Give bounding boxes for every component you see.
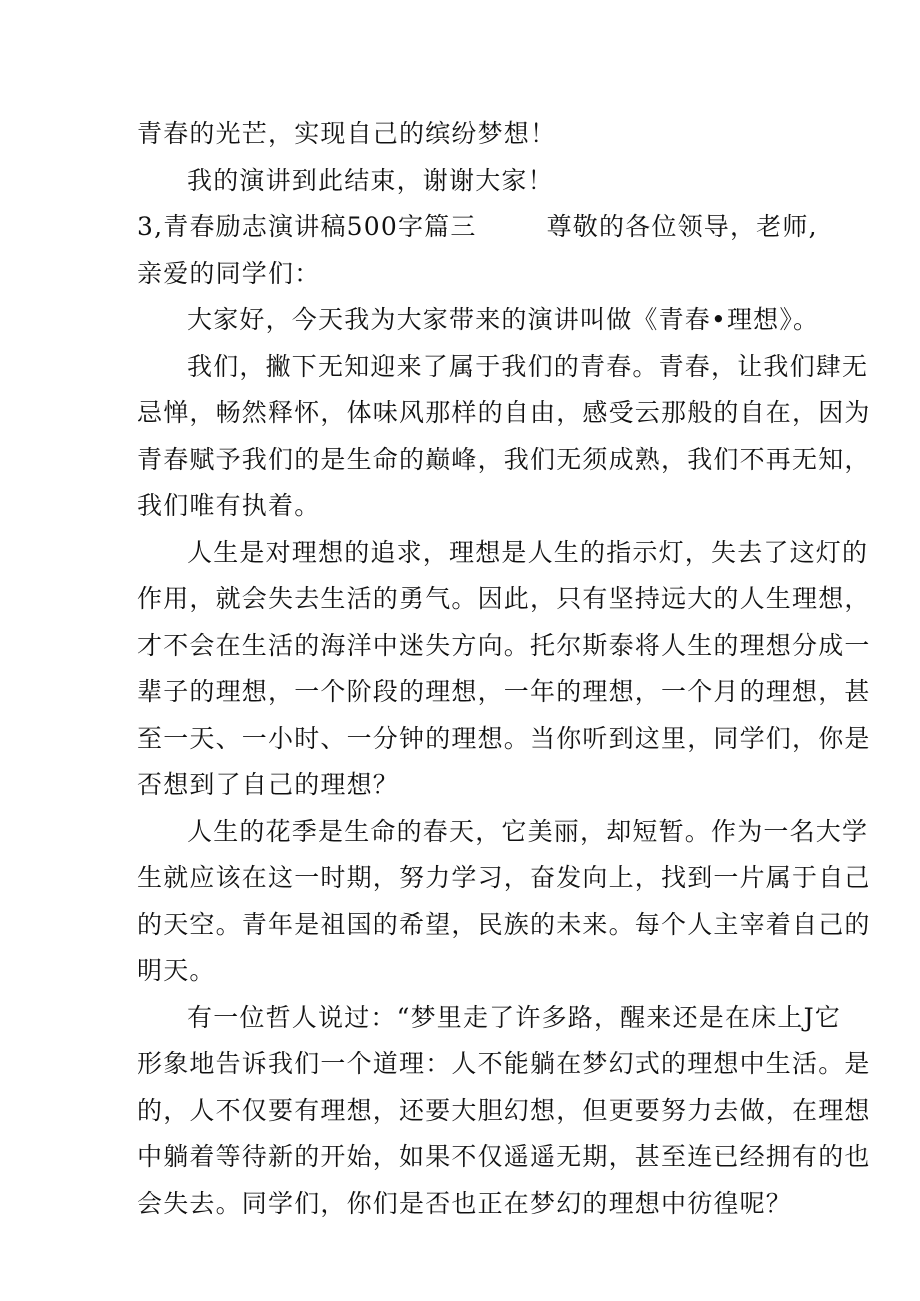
text-line: 形象地告诉我们一个道理：人不能躺在梦幻式的理想中生活。是 (137, 1049, 871, 1078)
text-line: 生就应该在这一时期，努力学习，奋发向上，找到一片属于自己 (137, 863, 871, 892)
text-line: 我的演讲到此结束，谢谢大家！ (187, 165, 554, 195)
text-line: 辈子的理想，一个阶段的理想，一年的理想，一个月的理想，甚 (137, 677, 871, 706)
text-line: 会失去。同学们，你们是否也正在梦幻的理想中彷徨呢？ (137, 1188, 793, 1218)
text-line: 人生是对理想的追求，理想是人生的指示灯，失去了这灯的 (187, 537, 869, 567)
text-line: 青春的光芒，实现自己的缤纷梦想！ (137, 119, 557, 148)
text-line: 中躺着等待新的开始，如果不仅遥遥无期，甚至连已经拥有的也 (137, 1142, 871, 1171)
section-heading-line (137, 204, 818, 251)
text-line: 亲爱的同学们： (137, 258, 321, 288)
document-page (137, 111, 871, 1227)
text-line: 的，人不仅要有理想，还要大胆幻想，但更要努力去做，在理想 (137, 1095, 871, 1125)
text-line: 作用，就会失去生活的勇气。因此，只有坚持远大的人生理想， (137, 584, 871, 613)
text-line: 才不会在生活的海洋中迷失方向。托尔斯泰将人生的理想分成一 (137, 630, 871, 660)
text-line: 明天。 (137, 956, 216, 985)
text-line: 我们，撇下无知迎来了属于我们的青春。青春，让我们肆无 (187, 351, 869, 381)
text-line: 大家好，今天我为大家带来的演讲叫做《青春•理想》。 (187, 305, 820, 334)
text-line: 青春赋予我们的是生命的巅峰，我们无须成熟，我们不再无知， (137, 444, 871, 474)
text-line: 否想到了自己的理想？ (137, 770, 400, 799)
text-line: 有一位哲人说过：“梦里走了许多路，醒来还是在床上J它 (187, 1002, 842, 1032)
text-line: 我们唯有执着。 (137, 491, 321, 520)
salutation: 尊敬的各位领导，老师, (546, 212, 818, 241)
section-heading: 3,青春励志演讲稿500字篇三 (137, 212, 477, 241)
text-line: 忌惮，畅然释怀，体味风那样的自由，感受云那般的自在，因为 (137, 398, 871, 427)
text-line: 的天空。青年是祖国的希望，民族的未来。每个人主宰着自己的 (137, 909, 871, 939)
text-line: 人生的花季是生命的春天，它美丽，却短暂。作为一名大学 (187, 816, 869, 846)
text-line: 至一天、一小时、一分钟的理想。当你听到这里，同学们，你是 (137, 723, 871, 753)
